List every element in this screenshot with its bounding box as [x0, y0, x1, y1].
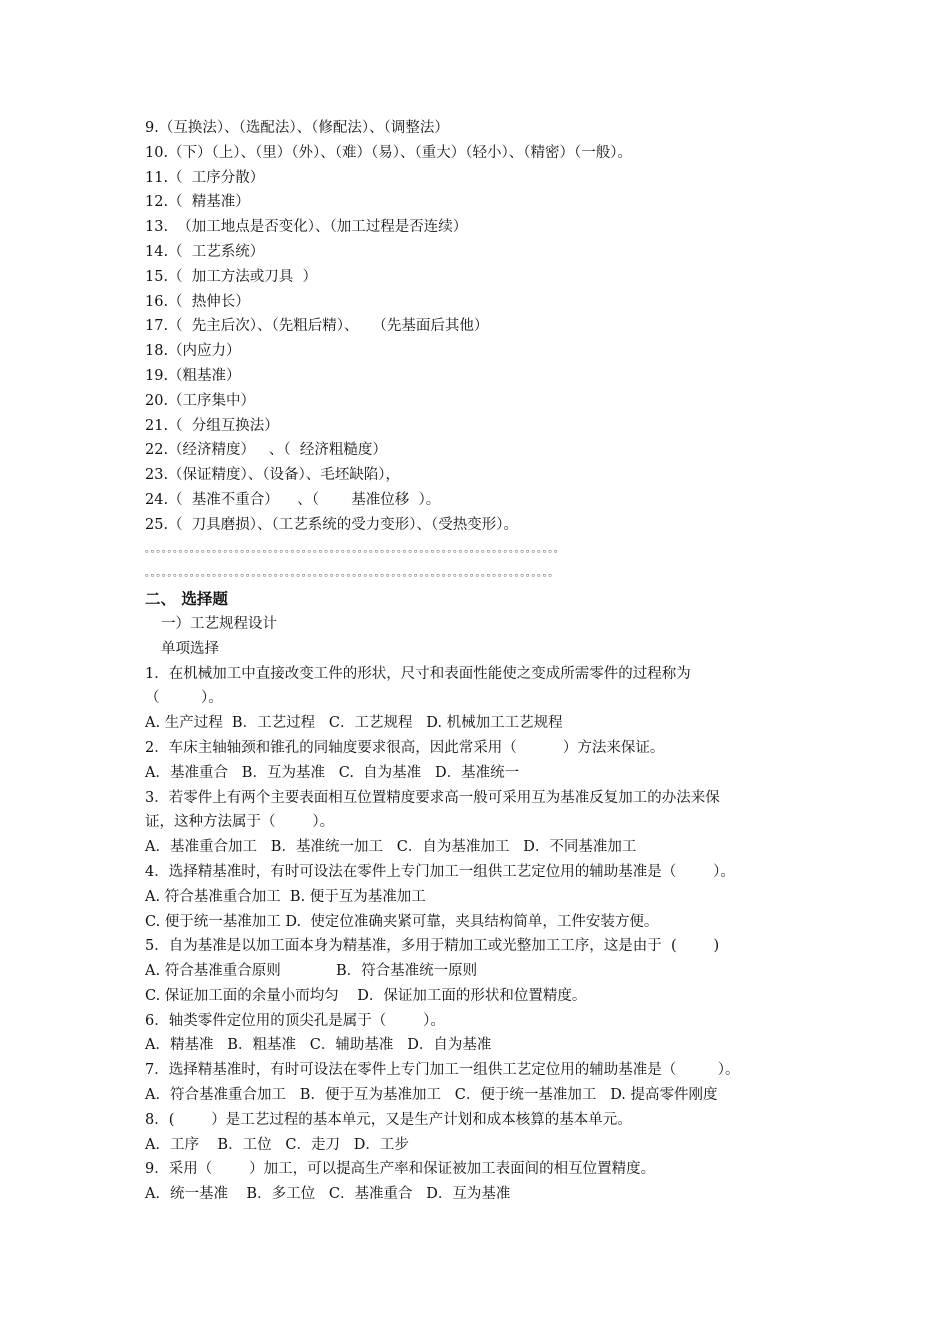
dotted-separator: 。。。。。。。。。。。。。。。。。。。。。。。。。。。。。。。。。。。。。。。。。。。。。。。。。。。。。。。。。。。。。。。。。。。。。。。。。。 — [145, 543, 565, 555]
question-line: 6．轴类零件定位用的顶尖孔是属于（ ）。 — [145, 1012, 445, 1029]
answer-list — [145, 116, 815, 538]
option-line: A. 生产过程 B．工艺过程 C．工艺规程 D. 机械加工工艺规程 — [145, 715, 563, 732]
question-list — [145, 662, 815, 1208]
answer-line: 10.（下）（上）、（里）（外）、（难）（易）、（重大）（轻小）、（精密）（一般）。 — [145, 144, 633, 161]
answer-line: 18.（内应力） — [145, 343, 241, 360]
option-line: C. 便于统一基准加工 D. 使定位准确夹紧可靠，夹具结构简单，工件安装方便。 — [145, 913, 659, 930]
question-line: 5．自为基准是以加工面本身为精基准，多用于精加工或光整加工工序，这是由于 ( ) — [145, 938, 720, 955]
question-line: 7．选择精基准时，有时可设法在零件上专门加工一组供工艺定位用的辅助基准是（ ）。 — [145, 1062, 740, 1079]
answer-line: 21.（ 分组互换法） — [145, 417, 279, 434]
question-line: 证，这种方法属于（ ）。 — [145, 814, 335, 831]
document-page — [145, 116, 815, 1207]
option-line: A．符合基准重合加工 B．便于互为基准加工 C．便于统一基准加工 D. 提高零件刚度 — [145, 1087, 718, 1104]
answer-line: 19.（粗基准） — [145, 367, 241, 384]
answer-line: 25.（ 刀具磨损）、（工艺系统的受力变形）、（受热变形）。 — [145, 516, 519, 533]
subsection-heading: 一）工艺规程设计 — [161, 615, 277, 632]
option-line: A. 符合基准重合原则 B．符合基准统一原则 — [145, 963, 478, 980]
section-heading: 二、 选择题 — [145, 590, 228, 609]
option-line: A. 符合基准重合加工 B. 便于互为基准加工 — [145, 888, 426, 905]
answer-line: 20.（工序集中） — [145, 392, 256, 409]
question-line: （ ）。 — [145, 690, 223, 707]
dotted-separator: 。。。。。。。。。。。。。。。。。。。。。。。。。。。。。。。。。。。。。。。。。。。。。。。。。。。。。。。。。。。。。。。。。。。。。。。。。 — [145, 568, 559, 580]
option-line: A．精基准 B．粗基准 C．辅助基准 D．自为基准 — [145, 1037, 492, 1054]
answer-line: 15.（ 加工方法或刀具 ） — [145, 268, 317, 285]
answer-line: 24.（ 基准不重合） 、（ 基准位移 ）。 — [145, 491, 441, 508]
option-line: A．工序 B．工位 C．走刀 D．工步 — [145, 1136, 409, 1153]
option-line: C. 保证加工面的余量小而均匀 D．保证加工面的形状和位置精度。 — [145, 987, 587, 1004]
answer-line: 12.（ 精基准） — [145, 194, 250, 211]
question-type-label: 单项选择 — [161, 640, 219, 657]
answer-line: 23.（保证精度）、（设备）、毛坯缺陷）， — [145, 467, 401, 484]
question-line: 1．在机械加工中直接改变工件的形状，尺寸和表面性能使之变成所需零件的过程称为 — [145, 665, 691, 682]
question-line: 3．若零件上有两个主要表面相互位置精度要求高一般可采用互为基准反复加工的办法来保 — [145, 789, 720, 806]
question-line: 4．选择精基准时，有时可设法在零件上专门加工一组供工艺定位用的辅助基准是（ ）。 — [145, 863, 735, 880]
question-line: 2．车床主轴轴颈和锥孔的同轴度要求很高，因此常采用（ ）方法来保证。 — [145, 739, 665, 756]
answer-line: 11.（ 工序分散） — [145, 169, 265, 186]
answer-line: 17.（ 先主后次）、（先粗后精）、 （先基面后其他） — [145, 318, 489, 335]
answer-line: 22.（经济精度） 、（ 经济粗糙度） — [145, 442, 387, 459]
answer-line: 16.（ 热伸长） — [145, 293, 250, 310]
question-line: 9．采用（ ）加工，可以提高生产率和保证被加工表面间的相互位置精度。 — [145, 1161, 656, 1178]
option-line: A．统一基准 B．多工位 C．基准重合 D．互为基准 — [145, 1186, 511, 1203]
answer-line: 14.（ 工艺系统） — [145, 243, 265, 260]
question-line: 8．( ）是工艺过程的基本单元，又是生产计划和成本核算的基本单元。 — [145, 1111, 632, 1128]
answer-line: 13. （加工地点是否变化）、（加工过程是否连续） — [145, 219, 468, 236]
option-line: A．基准重合 B．互为基准 C. 自为基准 D．基准统一 — [145, 764, 520, 781]
option-line: A．基准重合加工 B．基准统一加工 C．自为基准加工 D．不同基准加工 — [145, 839, 637, 856]
answer-line: 9.（互换法）、（选配法）、（修配法）、（调整法） — [145, 120, 449, 136]
